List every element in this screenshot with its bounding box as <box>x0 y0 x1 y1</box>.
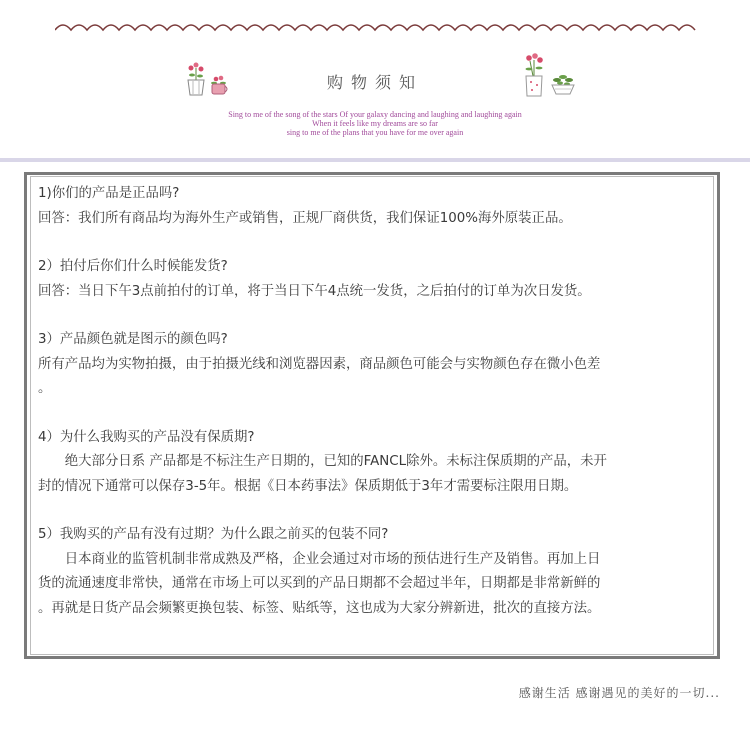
faq-answer: 。再就是日货产品会频繁更换包装、标签、贴纸等，这也成为大家分辨新进，批次的直接方法。 <box>38 600 601 616</box>
faq-question: 3）产品颜色就是图示的颜色吗? <box>38 332 228 347</box>
faq-answer: 日本商业的监管机制非常成熟及严格，企业会通过对市场的预估进行生产及销售。再加上日 <box>38 551 601 567</box>
faq-item <box>38 523 714 621</box>
subtitle-line-2: When it feels like my dreams are so far <box>312 119 438 128</box>
scallop-border <box>55 20 700 40</box>
subtitle-line-3: sing to me of the plans that you have for me over again <box>286 128 464 137</box>
page-title: 购物须知 <box>326 73 423 92</box>
faq-item <box>38 328 714 402</box>
faq-item <box>38 426 714 500</box>
faq-question: 5）我购买的产品有没有过期？为什么跟之前买的包装不同? <box>38 527 389 542</box>
faq-answer: 。 <box>38 381 52 396</box>
footer-slogan: 感谢生活 感谢遇见的美好的一切... <box>518 686 720 700</box>
faq-item <box>38 182 714 231</box>
faq-answer: 回答：我们所有商品均为海外生产或销售，正规厂商供货，我们保证100%海外原装正品。 <box>38 210 572 226</box>
subtitle-line-1: Sing to me of the song of the stars Of your galaxy dancing and laughing and laughing again <box>228 110 522 119</box>
faq-content <box>38 182 714 621</box>
plant-bowl-icon <box>549 72 577 96</box>
faq-answer: 所有产品均为实物拍摄，由于拍摄光线和浏览器因素，商品颜色可能会与实物颜色存在微小色差 <box>38 356 601 372</box>
faq-question: 4）为什么我购买的产品没有保质期? <box>38 429 255 445</box>
faq-question: 1)你们的产品是正品吗? <box>38 186 180 201</box>
flower-vase-icon <box>522 52 546 98</box>
faq-answer: 回答：当日下午3点前拍付的订单，将于当日下午4点统一发货，之后拍付的订单为次日发货。 <box>38 283 591 299</box>
faq-answer: 封的情况下通常可以保存3-5年。根据《日本药事法》保质期低于3年才需要标注限用日期。 <box>38 478 578 494</box>
faq-answer: 绝大部分日系 产品都是不标注生产日期的，已知的FANCL除外。未标注保质期的产品，未开 <box>38 454 607 469</box>
faq-question: 2）拍付后你们什么时候能发货? <box>38 259 228 274</box>
faq-item <box>38 255 714 304</box>
faq-answer: 货的流通速度非常快，通常在市场上可以买到的产品日期都不会超过半年，日期都是非常新鲜的 <box>38 576 601 591</box>
divider-band <box>0 158 750 162</box>
header-banner <box>0 0 750 160</box>
